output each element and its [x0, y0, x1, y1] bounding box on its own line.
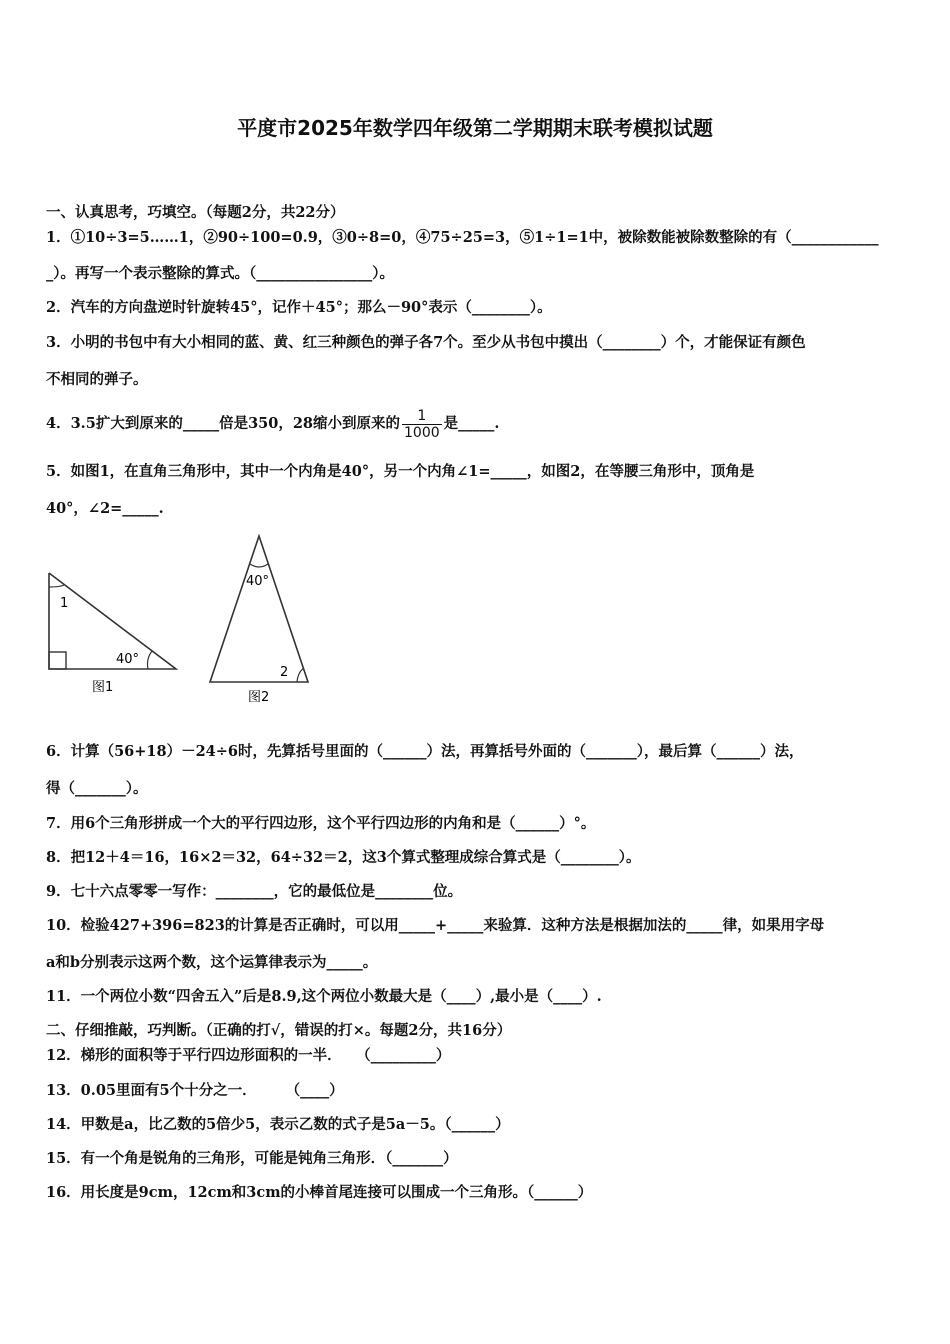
question-13: 13．0.05里面有5个十分之一． （____）: [46, 1082, 344, 1099]
angle-2-arc: [297, 668, 304, 682]
fraction-one-thousandth: [402, 408, 442, 441]
right-triangle-outline: [49, 573, 176, 669]
fraction-numerator: 1: [402, 408, 442, 425]
question-1-line-2: _）。再写一个表示整除的算式。（________________）。: [46, 265, 394, 282]
figure-1-caption: 图1: [92, 680, 114, 695]
question-8: 8．把12＋4＝16，16×2＝32，64÷32＝2，这3个算式整理成综合算式是（________）。: [46, 849, 641, 866]
question-5-line-2: 40°，∠2=_____.: [46, 500, 164, 517]
question-10-line-2: a和b分别表示这两个数，这个运算律表示为_____。: [46, 954, 378, 971]
question-11: 11．一个两位小数“四舍五入”后是8.9,这个两位小数最大是（____）,最小是（____）.: [46, 988, 602, 1005]
question-1-line-1: 1．①10÷3=5……1，②90÷100=0.9，③0÷8=0，④75÷25=3，⑤1÷1=1中，被除数能被除数整除的有（____________: [46, 229, 879, 246]
question-10-line-1: 10．检验427+396=823的计算是否正确时，可以用_____+_____来验算．这种方法是根据加法的_____律，如果用字母: [46, 917, 825, 934]
question-3-line-1: 3．小明的书包中有大小相同的蓝、黄、红三种颜色的弹子各7个。至少从书包中摸出（________）个，才能保证有颜色: [46, 334, 806, 351]
figure-2-caption: 图2: [248, 690, 270, 705]
angle-1-label: 1: [60, 596, 69, 611]
angle-2-label: 2: [280, 665, 289, 680]
question-5-line-1: 5．如图1，在直角三角形中，其中一个内角是40°，另一个内角∠1=_____，如图2，在等腰三角形中，顶角是: [46, 463, 755, 480]
question-7: 7．用6个三角形拼成一个大的平行四边形，这个平行四边形的内角和是（______）°。: [46, 815, 596, 832]
angle-1-arc: [49, 585, 64, 587]
question-15: 15．有一个角是锐角的三角形，可能是钝角三角形．（_______）: [46, 1150, 458, 1167]
question-12: 12．梯形的面积等于平行四边形面积的一半． （_________）: [46, 1047, 451, 1064]
figure-2-isosceles-triangle: [200, 530, 320, 710]
question-4: [46, 406, 916, 442]
figure-1-right-triangle: [40, 565, 190, 700]
question-14: 14．甲数是a，比乙数的5倍少5，表示乙数的式子是5a－5。（______）: [46, 1116, 510, 1133]
question-3-line-2: 不相同的弹子。: [46, 371, 148, 388]
question-6-line-1: 6．计算（56+18）－24÷6时，先算括号里面的（______）法，再算括号外面的（_______），最后算（______）法，: [46, 743, 804, 760]
section2-heading: 二、仔细推敲，巧判断。（正确的打√，错误的打×。每题2分，共16分）: [46, 1022, 512, 1039]
question-4-text-before: 4．3.5扩大到原来的_____倍是350，28缩小到原来的: [46, 415, 401, 432]
section1-heading: 一、认真思考，巧填空。（每题2分，共22分）: [46, 204, 345, 221]
question-2: 2．汽车的方向盘逆时针旋转45°，记作＋45°；那么－90°表示（________）。: [46, 299, 552, 316]
right-angle-mark: [49, 652, 66, 669]
apex-angle-label: 40°: [246, 574, 270, 589]
question-6-line-2: 得（_______）。: [46, 780, 148, 797]
question-9: 9．七十六点零零一写作：________，它的最低位是________位。: [46, 883, 463, 900]
question-4-text-after: 是_____.: [443, 415, 500, 432]
page-title: 平度市2025年数学四年级第二学期期末联考模拟试题: [237, 116, 713, 140]
question-16: 16．用长度是9cm，12cm和3cm的小棒首尾连接可以围成一个三角形。（______）: [46, 1184, 593, 1201]
apex-angle-arc: [250, 564, 268, 567]
fraction-denominator: 1000: [404, 424, 440, 441]
isosceles-triangle-outline: [210, 536, 308, 682]
angle-40-label: 40°: [116, 652, 140, 667]
angle-40-arc: [148, 651, 153, 669]
